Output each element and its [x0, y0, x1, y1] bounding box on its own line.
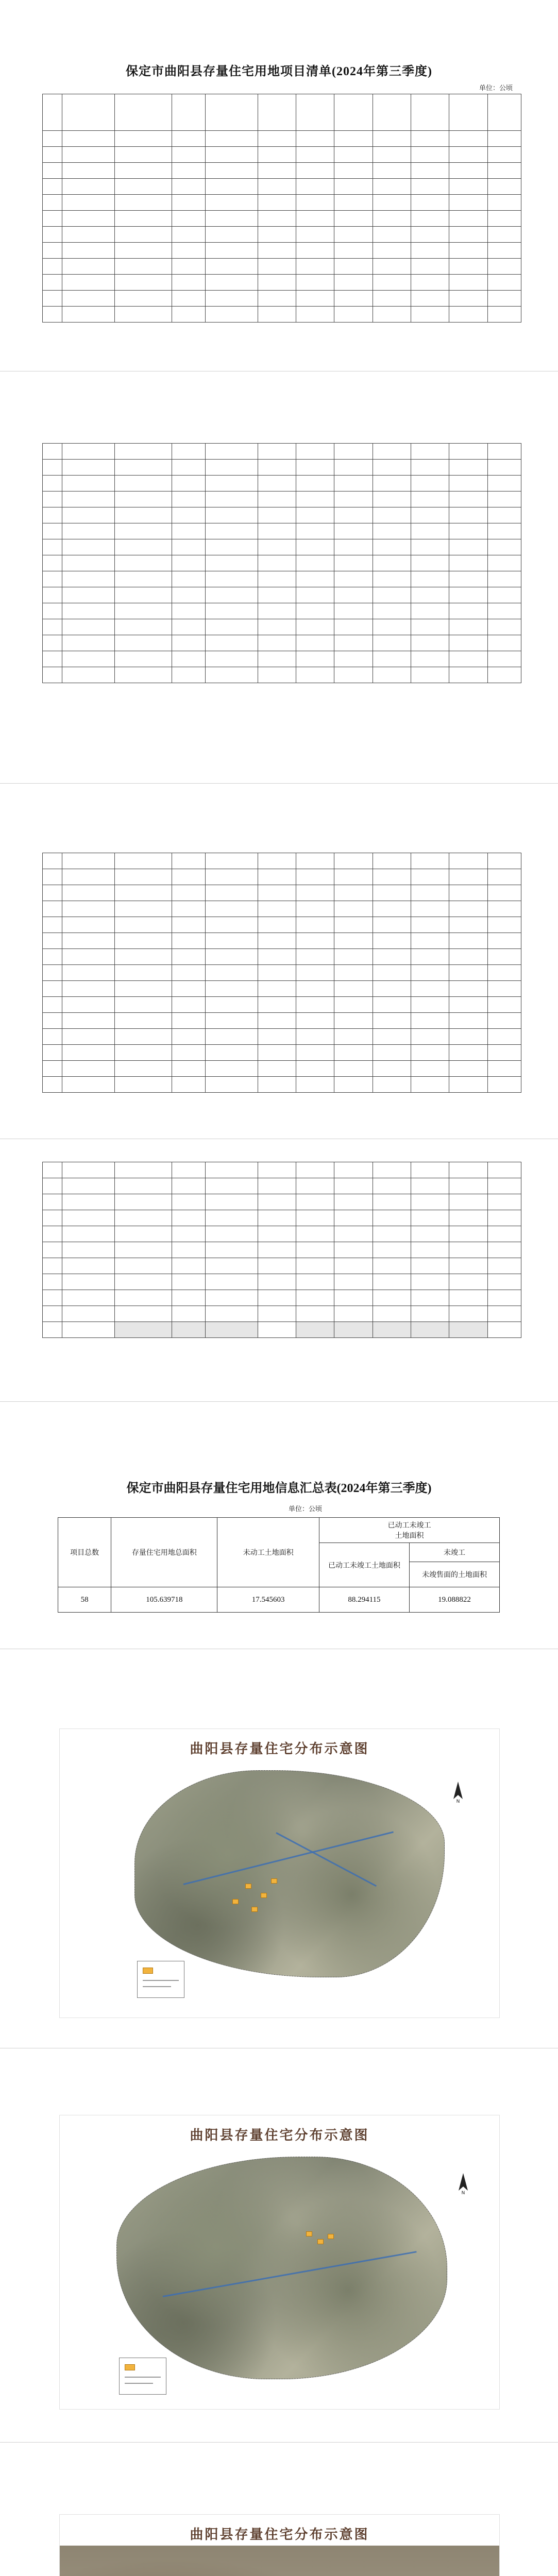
housing-site-marker	[261, 1893, 267, 1898]
page-divider	[0, 1401, 558, 1402]
summary-header-row-1	[58, 1518, 500, 1543]
page-title: 保定市曲阳县存量住宅用地项目清单(2024年第三季度)	[126, 65, 432, 78]
satellite-imagery	[60, 2546, 499, 2576]
distribution-map-1	[59, 1728, 500, 2018]
table-row	[43, 444, 521, 460]
table-row	[43, 635, 521, 651]
table-row	[43, 587, 521, 603]
county-boundary-area	[116, 2157, 447, 2379]
header-total-area: 存量住宅用地总面积	[111, 1518, 217, 1587]
table-row	[43, 1258, 521, 1274]
table-row	[43, 539, 521, 555]
page-divider	[0, 2442, 558, 2443]
table-row	[43, 1013, 521, 1029]
table-row	[43, 667, 521, 683]
housing-site-marker	[317, 2239, 324, 2244]
distribution-map-2	[59, 2115, 500, 2410]
table-row	[43, 1045, 521, 1061]
page-divider	[0, 783, 558, 784]
table-row	[43, 163, 521, 179]
map-title: 曲阳县存量住宅分布示意图	[190, 1741, 369, 1757]
table-row	[43, 307, 521, 323]
table-row	[43, 1061, 521, 1077]
table-row	[43, 1162, 521, 1178]
project-table	[42, 1162, 521, 1338]
table-row	[43, 179, 521, 195]
table-total-row	[43, 1322, 521, 1338]
table-row	[43, 523, 521, 539]
project-table-section-4	[42, 1162, 521, 1338]
table-row	[43, 147, 521, 163]
housing-site-marker	[328, 2234, 334, 2239]
legend-swatch	[143, 1968, 153, 1974]
map-title: 曲阳县存量住宅分布示意图	[190, 2128, 369, 2143]
table-row	[43, 965, 521, 981]
table-row	[43, 243, 521, 259]
table-row	[43, 885, 521, 901]
value-not-started: 17.545603	[217, 1587, 319, 1613]
table-row	[43, 949, 521, 965]
table-row	[43, 460, 521, 476]
legend-line	[125, 2377, 161, 2378]
map-legend	[137, 1961, 184, 1998]
header-not-started: 未动工土地面积	[217, 1518, 319, 1587]
distribution-map-3	[59, 2514, 500, 2576]
table-row	[43, 1029, 521, 1045]
table-row	[43, 981, 521, 997]
table-row	[43, 492, 521, 507]
table-row	[43, 901, 521, 917]
table-row	[43, 933, 521, 949]
project-table-section-1	[42, 94, 521, 323]
header-started-label: 已动工未竣工	[387, 1522, 431, 1530]
header-started-area-label: 土地面积	[395, 1532, 424, 1540]
map-title: 曲阳县存量住宅分布示意图	[190, 2527, 369, 2543]
legend-line	[125, 2383, 153, 2384]
housing-site-marker	[245, 1884, 251, 1889]
table-row	[43, 131, 521, 147]
table-row	[43, 259, 521, 275]
county-boundary-area	[134, 1770, 445, 1977]
project-table	[42, 94, 521, 323]
table-row	[43, 1274, 521, 1290]
header-started-group	[319, 1518, 499, 1543]
table-row	[43, 571, 521, 587]
table-row	[43, 555, 521, 571]
value-project-count: 58	[58, 1587, 111, 1613]
housing-site-marker	[251, 1907, 258, 1912]
table-row	[43, 1210, 521, 1226]
north-arrow-icon	[451, 1781, 465, 1803]
legend-line	[143, 1986, 171, 1987]
project-table-section-3	[42, 853, 521, 1093]
value-unsold: 19.088822	[409, 1587, 499, 1613]
table-row	[43, 476, 521, 492]
table-row	[43, 227, 521, 243]
summary-value-row	[58, 1587, 500, 1613]
table-row	[43, 211, 521, 227]
table-row	[43, 1242, 521, 1258]
table-row	[43, 1290, 521, 1306]
legend-swatch	[125, 2364, 135, 2370]
table-row	[43, 651, 521, 667]
value-total-area: 105.639718	[111, 1587, 217, 1613]
summary-unit-label: 单位：公顷	[289, 1505, 323, 1513]
unit-label: 单位：公顷	[479, 84, 513, 92]
project-table	[42, 853, 521, 1093]
housing-site-marker	[271, 1878, 277, 1884]
north-arrow-icon	[456, 2172, 470, 2195]
housing-site-marker	[306, 2231, 312, 2236]
header-not-completed: 未竣工	[409, 1543, 499, 1562]
summary-table	[58, 1517, 500, 1613]
table-row	[43, 619, 521, 635]
header-started-not-done: 已动工未竣工土地面积	[319, 1543, 409, 1587]
table-row	[43, 853, 521, 869]
legend-line	[143, 1980, 179, 1981]
table-row	[43, 1226, 521, 1242]
svg-text:N: N	[461, 2191, 465, 2195]
project-table-section-2	[42, 443, 521, 683]
table-row	[43, 1194, 521, 1210]
table-row	[43, 997, 521, 1013]
table-row	[43, 869, 521, 885]
table-row	[43, 275, 521, 291]
project-table	[42, 443, 521, 683]
table-row	[43, 507, 521, 523]
table-row	[43, 603, 521, 619]
table-row	[43, 1077, 521, 1093]
table-row	[43, 195, 521, 211]
table-row	[43, 1306, 521, 1322]
map-legend	[119, 2358, 166, 2395]
table-row	[43, 1178, 521, 1194]
table-row	[43, 917, 521, 933]
svg-text:N: N	[456, 1799, 460, 1803]
header-unsold-area: 未竣售面的土地面积	[409, 1562, 499, 1587]
table-row	[43, 291, 521, 307]
summary-title: 保定市曲阳县存量住宅用地信息汇总表(2024年第三季度)	[126, 1482, 432, 1495]
header-project-count: 项目总数	[58, 1518, 111, 1587]
housing-site-marker	[232, 1899, 239, 1904]
value-started-not-done: 88.294115	[319, 1587, 409, 1613]
table-header-row	[43, 94, 521, 131]
